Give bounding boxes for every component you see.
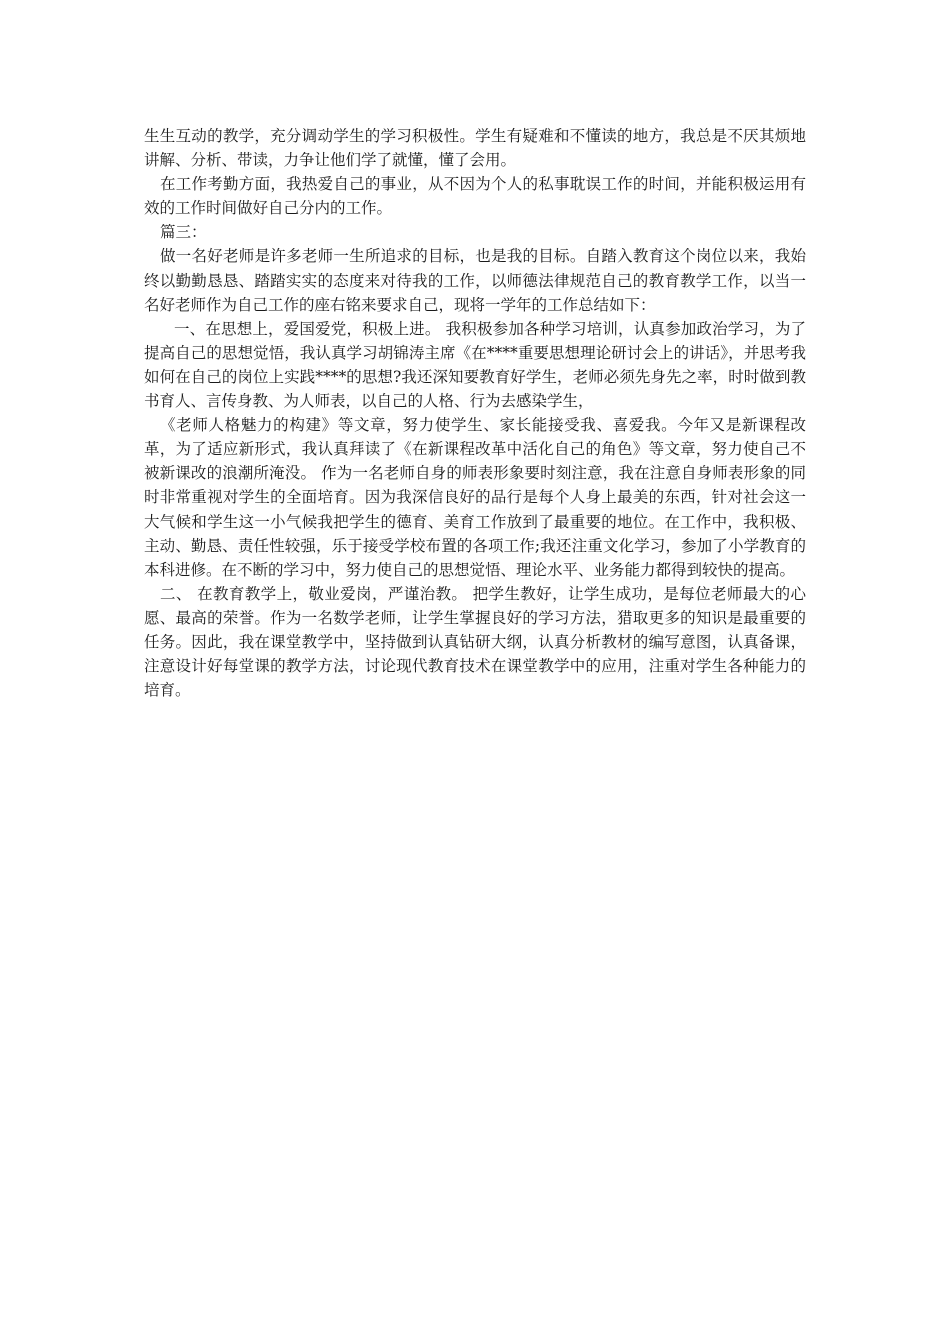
paragraph-continuation: 生生互动的教学，充分调动学生的学习积极性。学生有疑难和不懂读的地方，我总是不厌其烦地讲解、分析、带读，力争让他们学了就懂，懂了会用。 (144, 127, 806, 170)
paragraph-teaching: 二、 在教育教学上，敬业爱岗，严谨治教。 把学生教好，让学生成功，是每位老师最大的心愿、最高的荣誉。作为一名数学老师，让学生掌握良好的学习方法，猎取更多的知识是最重要的任务。因此，我在课堂教学中，坚持做到认真钻研大纲，认真分析教材的编写意图，认真备课，注意设计好每堂课的教学方法，讨论现代教育技术在课堂教学中的应用，注重对学生各种能力的培育。 (144, 584, 806, 700)
paragraph-attendance: 在工作考勤方面，我热爱自己的事业，从不因为个人的私事耽误工作的时间，并能积极运用有效的工作时间做好自己分内的工作。 (144, 175, 806, 218)
paragraph-ideology: 一、在思想上，爱国爱党，积极上进。 我积极参加各种学习培训，认真参加政治学习，为了提高自己的思想觉悟，我认真学习胡锦涛主席《在****重要思想理论研讨会上的讲话》，并思考我如何在自己的岗位上实践****的思想?我还深知要教育好学生，老师必须先身先之率，时时做到教书育人、言传身教、为人师表，以自己的人格、行为去感染学生， (144, 319, 806, 411)
paragraph-intro: 做一名好老师是许多老师一生所追求的目标，也是我的目标。自踏入教育这个岗位以来，我始终以勤勤恳恳、踏踏实实的态度来对待我的工作，以师德法律规范自己的教育教学工作，以当一名好老师作为自己工作的座右铭来要求自己，现将一学年的工作总结如下： (144, 247, 806, 314)
section-heading-part-three: 篇三： (160, 223, 207, 242)
document-body (144, 124, 806, 702)
paragraph-charisma: 《老师人格魅力的构建》等文章，努力使学生、家长能接受我、喜爱我。今年又是新课程改革，为了适应新形式，我认真拜读了《在新课程改革中活化自己的角色》等文章，努力使自己不被新课改的浪潮所淹没。 作为一名老师自身的师表形象要时刻注意，我在注意自身师表形象的同时非常重视对学生的全面培育。因为我深信良好的品行是每个人身上最美的东西，针对社会这一大气候和学生这一小气候我把学生的德育、美育工作放到了最重要的地位。在工作中，我积极、主动、勤恳、责任性较强，乐于接受学校布置的各项工作;我还注重文化学习，参加了小学教育的本科进修。在不断的学习中，努力使自己的思想觉悟、理论水平、业务能力都得到较快的提高。 (144, 416, 806, 579)
